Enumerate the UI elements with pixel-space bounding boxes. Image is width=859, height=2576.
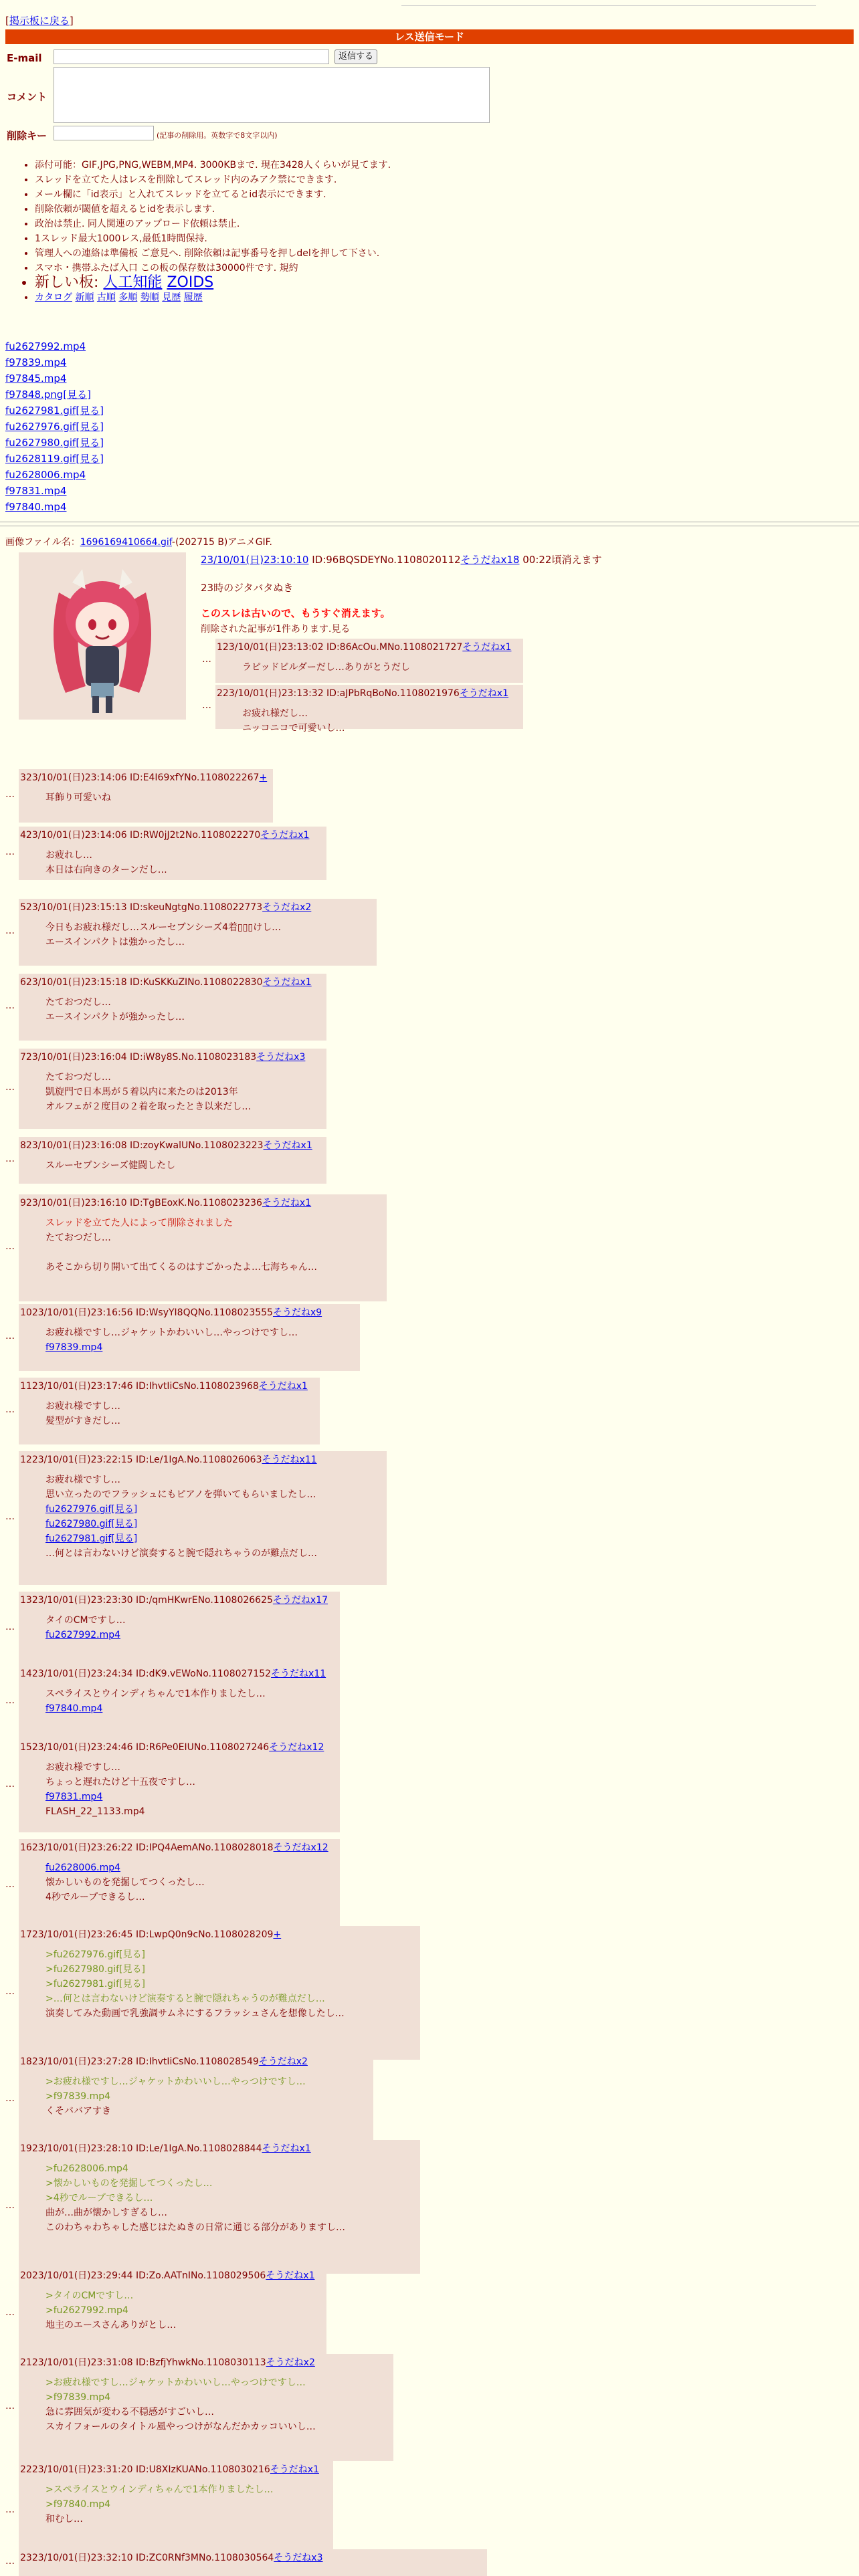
reply-header bbox=[20, 2551, 323, 2565]
reply-post bbox=[19, 1451, 387, 1585]
reply-header bbox=[20, 1667, 326, 1681]
soudane-button[interactable]: そうだねx18 bbox=[460, 554, 520, 566]
text-line: お疲れ様ですし… bbox=[45, 1401, 120, 1412]
quote-line: >4秒でループできるし… bbox=[45, 2193, 153, 2204]
reply-body bbox=[45, 1760, 195, 1819]
reply-post bbox=[215, 639, 523, 683]
text-line: このわちゃわちゃした感じはたぬきの日常に通じる部分がありますし… bbox=[45, 2222, 345, 2233]
reply-body bbox=[45, 2288, 176, 2333]
reply-meta: 23/10/01(日)23:26:45 ID:LwpQ0n9cNo.1108028209 bbox=[31, 1929, 274, 1940]
reply-meta: 23/10/01(日)23:26:22 ID:IPQ4AemANo.1108028018 bbox=[31, 1842, 274, 1853]
reply-number: 4 bbox=[20, 830, 26, 841]
reply-post bbox=[19, 899, 377, 966]
file-link[interactable]: f97848.png[見る] bbox=[5, 389, 92, 401]
reply-indent-marker: … bbox=[5, 847, 15, 857]
reply-number: 9 bbox=[20, 1198, 26, 1208]
nav-links bbox=[35, 290, 391, 305]
soudane-button[interactable]: そうだねx1 bbox=[263, 1140, 312, 1151]
quote-line: >fu2627976.gif[見る] bbox=[45, 1949, 145, 1960]
reply-post bbox=[19, 1304, 360, 1371]
old-thread-warning: このスレは古いので、もうすぐ消えます。 bbox=[201, 607, 391, 619]
reply-meta: 23/10/01(日)23:16:56 ID:WsyYI8QQNo.1108023555 bbox=[31, 1307, 273, 1318]
reply-post bbox=[19, 769, 273, 823]
reply-meta: 23/10/01(日)23:28:10 ID:Le/1IgA.No.1108028844 bbox=[31, 2143, 262, 2154]
reply-meta: 23/10/01(日)23:13:32 ID:aJPbRqBoNo.1108021976 bbox=[222, 688, 460, 699]
reply-body bbox=[242, 706, 345, 736]
reply-header bbox=[20, 1840, 328, 1855]
reply-post bbox=[19, 974, 326, 1041]
quote-line: >f97840.mp4 bbox=[45, 2499, 111, 2510]
soudane-button[interactable]: そうだねx1 bbox=[262, 2143, 311, 2154]
text-line: …何とは言わないけど演奏すると腕で隠れちゃうのが難点だし… bbox=[45, 1548, 317, 1559]
reply-header bbox=[20, 1927, 281, 1942]
text-line: 和むし… bbox=[45, 2514, 83, 2525]
rule-item: • 1スレッド最大1000レス,最低1時間保持. bbox=[35, 231, 391, 246]
text-line: 地主のエースさんありがとし… bbox=[45, 2320, 177, 2331]
reply-header bbox=[20, 1453, 317, 1467]
reply-body bbox=[45, 1216, 317, 1275]
reply-meta: 23/10/01(日)23:29:44 ID:Zo.AATnINo.1108029506 bbox=[31, 2270, 266, 2281]
reply-number: 23 bbox=[20, 2553, 32, 2563]
file-line bbox=[45, 1701, 266, 1716]
reply-body bbox=[45, 1158, 175, 1173]
comment-label: コメント bbox=[7, 91, 47, 103]
reply-post bbox=[19, 1194, 387, 1301]
text-line: くそババアすき bbox=[45, 2106, 111, 2117]
reply-indent-marker: … bbox=[5, 1695, 15, 1706]
rule-item: • 政治は禁止. 同人関連のアップロード依頼は禁止. bbox=[35, 217, 391, 231]
file-link[interactable]: fu2627992.mp4 bbox=[45, 1630, 121, 1640]
reply-body bbox=[45, 790, 111, 805]
text-line: 急に雰囲気が変わる不穏感がすごいし… bbox=[45, 2407, 214, 2418]
reply-post bbox=[19, 2354, 393, 2461]
text-line: 今日もお疲れ様だし…スルーセブンシーズ4着▯▯▯けし… bbox=[45, 922, 282, 933]
reply-post bbox=[19, 1665, 340, 1739]
file-line bbox=[45, 1860, 205, 1875]
reply-header bbox=[20, 1050, 305, 1065]
soudane-button[interactable]: そうだねx1 bbox=[462, 642, 512, 653]
reply-meta: 23/10/01(日)23:15:13 ID:skeuNgtgNo.1108022773 bbox=[25, 902, 263, 913]
file-link[interactable]: fu2628119.gif[見る] bbox=[5, 453, 104, 465]
reply-indent-marker: … bbox=[5, 2200, 15, 2211]
op-file-info: 画像ファイル名：1696169410664.gif-(202715 B)アニメGIF. bbox=[5, 537, 272, 548]
soudane-button[interactable]: そうだねx12 bbox=[269, 1742, 324, 1753]
deleted-line: スレッドを立てた人によって削除されました bbox=[45, 1218, 233, 1228]
reply-number: 17 bbox=[20, 1929, 32, 1940]
reply-body bbox=[45, 1325, 298, 1355]
text-line: ニッコニコで可愛いし… bbox=[242, 723, 345, 734]
blank-line bbox=[45, 1245, 317, 1260]
quote-line: >スペライスとウインディちゃんで1本作りましたし… bbox=[45, 2484, 274, 2495]
quote-line: >f97839.mp4 bbox=[45, 2091, 111, 2102]
quote-line: >…何とは言わないけど演奏すると腕で隠れちゃうのが難点だし… bbox=[45, 1994, 325, 2004]
reply-post bbox=[19, 1739, 340, 1832]
delkey-label: 削除キー bbox=[7, 130, 47, 142]
reply-header bbox=[20, 975, 312, 990]
op-id: ID:96BQSDEYNo.1108020112 bbox=[312, 554, 461, 566]
reply-indent-marker: … bbox=[5, 1000, 15, 1011]
op-text: 23時のジタバタぬき bbox=[201, 582, 294, 594]
reply-number: 12 bbox=[20, 1455, 32, 1465]
reply-meta: 23/10/01(日)23:16:10 ID:TgBEoxK.No.1108023236 bbox=[25, 1198, 262, 1208]
reply-post bbox=[19, 1049, 326, 1129]
op-expire: 00:22頃消えます bbox=[522, 554, 602, 566]
reply-number: 18 bbox=[20, 2056, 32, 2067]
reply-header bbox=[20, 1593, 328, 1608]
reply-header bbox=[20, 900, 311, 915]
reply-body bbox=[45, 2375, 316, 2434]
file-link[interactable]: fu2627976.gif[見る] bbox=[5, 421, 104, 433]
reply-number: 22 bbox=[20, 2464, 32, 2475]
reply-body bbox=[45, 1947, 345, 2021]
reply-indent-marker: … bbox=[5, 2307, 15, 2318]
reply-indent-marker: … bbox=[5, 1331, 15, 1341]
text-line: お疲れし… bbox=[45, 850, 92, 861]
op-file-link[interactable]: 1696169410664.gif bbox=[80, 537, 172, 548]
soudane-button[interactable]: そうだねx2 bbox=[266, 2357, 315, 2368]
file-line bbox=[45, 1628, 126, 1642]
reply-indent-marker: … bbox=[5, 2556, 15, 2567]
reply-meta: 23/10/01(日)23:27:28 ID:IhvtIiCsNo.1108028549 bbox=[31, 2056, 259, 2067]
reply-meta: 23/10/01(日)23:14:06 ID:E4I69xfYNo.1108022267 bbox=[25, 772, 260, 783]
reply-body bbox=[45, 2161, 345, 2235]
reply-header bbox=[20, 828, 309, 843]
sort-new-link[interactable]: 新順 bbox=[75, 292, 94, 303]
soudane-button[interactable]: そうだねx17 bbox=[272, 1595, 328, 1606]
reply-meta: 23/10/01(日)23:16:08 ID:zoyKwalUNo.1108023223 bbox=[25, 1140, 264, 1151]
reply-body bbox=[45, 848, 167, 877]
soudane-button[interactable]: そうだねx11 bbox=[262, 1455, 317, 1465]
reply-header bbox=[20, 2462, 319, 2477]
quote-line: >お疲れ様ですし…ジャケットかわいいし…やっつけですし… bbox=[45, 2377, 306, 2388]
quote-line: >懐かしいものを発掘してつくったし… bbox=[45, 2178, 213, 2189]
reply-indent-marker: … bbox=[5, 2401, 15, 2411]
board-link-zoids[interactable]: ZOIDS bbox=[167, 274, 214, 291]
reply-header bbox=[20, 2141, 311, 2156]
text-line: 4秒でループできるし… bbox=[45, 1892, 145, 1903]
reply-indent-marker: … bbox=[5, 789, 15, 800]
delkey-note: (記事の削除用。英数字で8文字以内) bbox=[157, 131, 278, 140]
reply-number: 6 bbox=[20, 977, 26, 988]
soudane-button[interactable]: そうだねx1 bbox=[262, 977, 312, 988]
rule-item: • 添付可能：GIF,JPG,PNG,WEBM,MP4. 3000KBまで. 現在3428人くらいが見てます. bbox=[35, 158, 391, 173]
text-line: お疲れ様ですし…ジャケットかわいいし…やっつけですし… bbox=[45, 1327, 298, 1338]
file-link[interactable]: f97839.mp4 bbox=[5, 356, 67, 368]
text-line: 凱旋門で日本馬が５着以内に来たのは2013年 bbox=[45, 1087, 238, 1097]
quote-line: >fu2627980.gif[見る] bbox=[45, 1964, 145, 1975]
catalog-link[interactable]: カタログ bbox=[35, 292, 72, 303]
text-line: 懐かしいものを発掘してつくったし… bbox=[45, 1877, 205, 1888]
reply-indent-marker: … bbox=[5, 1154, 15, 1164]
reply-post bbox=[19, 827, 326, 880]
text-line: タイのCMですし… bbox=[45, 1615, 126, 1626]
reply-meta: 23/10/01(日)23:31:08 ID:BzfjYhwkNo.1108030113 bbox=[31, 2357, 266, 2368]
reply-post bbox=[19, 1926, 420, 2060]
quote-line: >f97839.mp4 bbox=[45, 2392, 111, 2403]
soudane-button[interactable]: + bbox=[259, 772, 268, 783]
soudane-button[interactable]: そうだねx2 bbox=[258, 2056, 308, 2067]
reply-post bbox=[19, 2267, 326, 2361]
file-line bbox=[45, 1502, 317, 1517]
reply-post bbox=[19, 2461, 333, 2561]
op-image[interactable] bbox=[19, 552, 186, 720]
soudane-button[interactable]: そうだねx11 bbox=[271, 1669, 326, 1679]
file-link[interactable]: f97840.mp4 bbox=[5, 501, 67, 513]
quote-line: >fu2627981.gif[見る] bbox=[45, 1979, 145, 1990]
reply-body bbox=[45, 1687, 266, 1716]
reply-body bbox=[45, 1860, 205, 1905]
text-line: ちょっと遅れたけど十五夜ですし… bbox=[45, 1777, 195, 1788]
board-rules bbox=[20, 158, 391, 305]
text-line: お疲れ様だし… bbox=[242, 708, 308, 719]
reply-header bbox=[20, 1196, 311, 1210]
op-image-drawing bbox=[19, 552, 186, 720]
reply-header bbox=[20, 1305, 322, 1320]
reply-post bbox=[215, 685, 523, 734]
new-boards: • 新しい板: 人工知能 ZOIDS bbox=[35, 276, 391, 290]
reply-indent-marker: … bbox=[5, 1404, 15, 1415]
reply-meta: 23/10/01(日)23:32:10 ID:ZC0RNf3MNo.1108030564 bbox=[31, 2553, 274, 2563]
viewed-link[interactable]: 見歴 bbox=[162, 292, 181, 303]
reply-post bbox=[19, 2053, 373, 2147]
reply-number: 8 bbox=[20, 1140, 26, 1151]
reply-header bbox=[20, 2355, 315, 2370]
reply-indent-marker: … bbox=[5, 1879, 15, 1890]
reply-number: 21 bbox=[20, 2357, 32, 2368]
soudane-button[interactable]: そうだねx1 bbox=[260, 830, 310, 841]
reply-body bbox=[45, 1473, 317, 1561]
text-line: 思い立ったのでフラッシュにもピアノを弾いてもらいましたし… bbox=[45, 1489, 316, 1500]
text-line: エースインパクトが強かったし… bbox=[45, 1012, 185, 1023]
reply-body bbox=[45, 995, 185, 1025]
reply-indent-marker: … bbox=[5, 2093, 15, 2104]
reply-number: 14 bbox=[20, 1669, 32, 1679]
file-link[interactable]: fu2627992.mp4 bbox=[5, 340, 86, 352]
text-line: ラピッドビルダーだし…ありがとうだし bbox=[242, 662, 410, 673]
reply-number: 7 bbox=[20, 1052, 26, 1063]
file-link[interactable]: fu2627980.gif[見る] bbox=[45, 1519, 138, 1529]
file-link[interactable]: fu2628006.mp4 bbox=[45, 1862, 121, 1873]
sort-momentum-link[interactable]: 勢順 bbox=[140, 292, 159, 303]
reply-meta: 23/10/01(日)23:24:46 ID:R6Pe0EIUNo.1108027246 bbox=[31, 1742, 270, 1753]
file-line bbox=[45, 1531, 317, 1546]
reply-number: 13 bbox=[20, 1595, 32, 1606]
reply-body bbox=[45, 920, 281, 950]
text-line: スカイフォールのタイトル風やっつけがなんだかカッコいいし… bbox=[45, 2422, 316, 2432]
reply-body bbox=[45, 2482, 274, 2527]
reply-number: 2 bbox=[217, 688, 223, 699]
reply-header bbox=[217, 686, 508, 701]
file-link[interactable]: f97831.mp4 bbox=[5, 485, 67, 497]
quote-line: >fu2627992.mp4 bbox=[45, 2305, 128, 2316]
reply-indent-marker: … bbox=[5, 926, 15, 936]
soudane-button[interactable]: そうだねx3 bbox=[256, 1052, 306, 1063]
text-line: たておつだし… bbox=[45, 1072, 111, 1083]
file-link[interactable]: fu2627976.gif[見る] bbox=[45, 1504, 138, 1515]
comment-field[interactable] bbox=[54, 67, 490, 123]
reply-meta: 23/10/01(日)23:17:46 ID:IhvtIiCsNo.1108023968 bbox=[31, 1381, 259, 1392]
sort-many-link[interactable]: 多順 bbox=[118, 292, 138, 303]
reply-post bbox=[19, 2140, 420, 2274]
op-date-link[interactable]: 23/10/01(日)23:10:10 bbox=[201, 554, 309, 566]
back-to-board[interactable]: [掲示板に戻る] bbox=[5, 15, 74, 27]
file-link[interactable]: fu2627981.gif[見る] bbox=[5, 405, 104, 417]
reply-number: 15 bbox=[20, 1742, 32, 1753]
board-link-ai[interactable]: 人工知能 bbox=[103, 274, 163, 291]
deleted-notice: 削除された記事が1件あります.見る bbox=[201, 624, 351, 635]
reply-indent-marker: … bbox=[5, 1622, 15, 1632]
file-line bbox=[45, 1517, 317, 1531]
file-link[interactable]: f97840.mp4 bbox=[45, 1703, 103, 1714]
rule-item: • スマホ・携帯ふたば入口 この板の保存数は30000件です. 規約 bbox=[35, 261, 391, 276]
file-link[interactable]: f97839.mp4 bbox=[45, 1342, 103, 1353]
top-divider bbox=[401, 5, 816, 6]
soudane-button[interactable]: そうだねx3 bbox=[274, 2553, 323, 2563]
reply-header bbox=[20, 1740, 324, 1755]
reply-indent-marker: … bbox=[202, 654, 211, 665]
reply-meta: 23/10/01(日)23:14:06 ID:RW0jJ2t2No.1108022270 bbox=[25, 830, 261, 841]
reply-indent-marker: … bbox=[5, 1511, 15, 1522]
text-line: エースインパクトは強かったし… bbox=[45, 937, 185, 948]
reply-number: 20 bbox=[20, 2270, 32, 2281]
reply-body bbox=[242, 660, 410, 675]
reply-indent-marker: … bbox=[5, 1779, 15, 1790]
file-line bbox=[45, 1790, 195, 1804]
soudane-button[interactable]: そうだねx1 bbox=[459, 688, 509, 699]
delkey-field[interactable] bbox=[54, 126, 154, 140]
file-link[interactable]: f97831.mp4 bbox=[45, 1792, 103, 1802]
text-line: FLASH_22_1133.mp4 bbox=[45, 1806, 145, 1817]
file-link[interactable]: fu2627980.gif[見る] bbox=[5, 437, 104, 449]
text-line: お疲れ様ですし… bbox=[45, 1762, 120, 1773]
reply-body bbox=[45, 1399, 120, 1428]
reply-body bbox=[45, 1613, 126, 1642]
soudane-button[interactable]: そうだねx1 bbox=[262, 1198, 312, 1208]
rule-item: • スレッドを立てた人はレスを削除してスレッド内のみアク禁にできます. bbox=[35, 173, 391, 187]
email-field[interactable] bbox=[54, 49, 329, 64]
soudane-button[interactable]: + bbox=[273, 1929, 282, 1940]
reply-meta: 23/10/01(日)23:16:04 ID:iW8y8S.No.1108023183 bbox=[25, 1052, 257, 1063]
rule-item: • 管理人への連絡は準備板 ご意見へ. 削除依頼は記事番号を押しdelを押して下さい. bbox=[35, 246, 391, 261]
reply-indent-marker: … bbox=[5, 1241, 15, 1252]
reply-number: 16 bbox=[20, 1842, 32, 1853]
history-link[interactable]: 履歴 bbox=[183, 292, 203, 303]
file-link[interactable]: f97845.mp4 bbox=[5, 372, 67, 385]
soudane-button[interactable]: そうだねx2 bbox=[262, 902, 312, 913]
reply-number: 1 bbox=[217, 642, 223, 653]
text-line: 本日は右向きのターンだし… bbox=[45, 865, 167, 875]
submit-button[interactable]: 返信する bbox=[335, 49, 377, 64]
reply-post bbox=[19, 1839, 340, 1933]
op-header bbox=[201, 552, 601, 566]
reply-number: 11 bbox=[20, 1381, 32, 1392]
reply-number: 5 bbox=[20, 902, 26, 913]
reply-post bbox=[19, 1378, 320, 1444]
text-line: 演奏してみた動画で乳強調サムネにするフラッシュさんを想像したし… bbox=[45, 2008, 345, 2019]
text-line: スペライスとウインディちゃんで1本作りましたし… bbox=[45, 1689, 266, 1699]
text-line: オルフェが２度目の２着を取ったとき以来だし… bbox=[45, 1101, 252, 1112]
rule-item: • 削除依頼が閾値を超えるとidを表示します. bbox=[35, 202, 391, 217]
reply-header bbox=[20, 770, 267, 785]
quote-line: >タイのCMですし… bbox=[45, 2290, 134, 2301]
reply-meta: 23/10/01(日)23:15:18 ID:KuSKKuZINo.1108022830 bbox=[25, 977, 263, 988]
reply-header bbox=[20, 2268, 314, 2283]
reply-indent-marker: … bbox=[5, 1986, 15, 1997]
reply-post bbox=[19, 1137, 326, 1184]
soudane-button[interactable]: そうだねx1 bbox=[258, 1381, 308, 1392]
reply-post bbox=[19, 2549, 487, 2576]
reply-body bbox=[45, 2074, 306, 2119]
text-line: たておつだし… bbox=[45, 997, 111, 1008]
text-line: 髪型がすきだし… bbox=[45, 1416, 120, 1426]
text-line: お疲れ様ですし… bbox=[45, 1475, 120, 1485]
reply-body bbox=[45, 1070, 251, 1114]
text-line: スルーセブンシーズ健闘したし bbox=[45, 1160, 176, 1171]
reply-indent-marker: … bbox=[5, 1082, 15, 1093]
rule-item: • メール欄に「id表示」と入れてスレッドを立てるとid表示にできます. bbox=[35, 187, 391, 202]
text-line: たておつだし… bbox=[45, 1232, 111, 1243]
sort-old-link[interactable]: 古順 bbox=[96, 292, 116, 303]
text-line: 曲が…曲が懐かしすぎるし… bbox=[45, 2208, 167, 2218]
reply-header bbox=[217, 640, 511, 655]
reply-post bbox=[19, 1592, 340, 1665]
reply-meta: 23/10/01(日)23:22:15 ID:Le/1IgA.No.1108026063 bbox=[31, 1455, 262, 1465]
reply-meta: 23/10/01(日)23:24:34 ID:dK9.vEWoNo.1108027152 bbox=[31, 1669, 272, 1679]
quote-line: >fu2628006.mp4 bbox=[45, 2163, 128, 2174]
reply-indent-marker: … bbox=[202, 700, 211, 711]
text-line: あそこから切り開いて出てくるのはすごかったよ…七海ちゃん… bbox=[45, 1262, 317, 1273]
reply-number: 3 bbox=[20, 772, 26, 783]
reply-header bbox=[20, 1379, 308, 1394]
reply-number: 10 bbox=[20, 1307, 32, 1318]
reply-number: 19 bbox=[20, 2143, 32, 2154]
soudane-button[interactable]: そうだねx9 bbox=[272, 1307, 322, 1318]
reply-mode-bar: レス送信モード bbox=[5, 29, 854, 44]
text-line: 耳飾り可愛いね bbox=[45, 792, 111, 803]
reply-indent-marker: … bbox=[5, 2504, 15, 2515]
reply-meta: 23/10/01(日)23:13:02 ID:86AcOu.MNo.1108021727 bbox=[222, 642, 463, 653]
soudane-button[interactable]: そうだねx12 bbox=[273, 1842, 328, 1853]
reply-header bbox=[20, 1138, 312, 1153]
file-link[interactable]: fu2627981.gif[見る] bbox=[45, 1533, 138, 1544]
file-line bbox=[45, 1340, 298, 1355]
soudane-button[interactable]: そうだねx1 bbox=[270, 2464, 319, 2475]
quote-line: >お疲れ様ですし…ジャケットかわいいし…やっつけですし… bbox=[45, 2076, 306, 2087]
file-link[interactable]: fu2628006.mp4 bbox=[5, 469, 86, 481]
email-label: E-mail bbox=[7, 52, 42, 64]
back-link[interactable]: 掲示板に戻る bbox=[9, 15, 70, 27]
soudane-button[interactable]: そうだねx1 bbox=[266, 2270, 315, 2281]
reply-header bbox=[20, 2054, 308, 2069]
reply-meta: 23/10/01(日)23:23:30 ID:/qmHKwrENo.1108026625 bbox=[31, 1595, 273, 1606]
reply-meta: 23/10/01(日)23:31:20 ID:U8XIzKUANo.1108030216 bbox=[31, 2464, 270, 2475]
attached-file-list bbox=[5, 338, 104, 515]
